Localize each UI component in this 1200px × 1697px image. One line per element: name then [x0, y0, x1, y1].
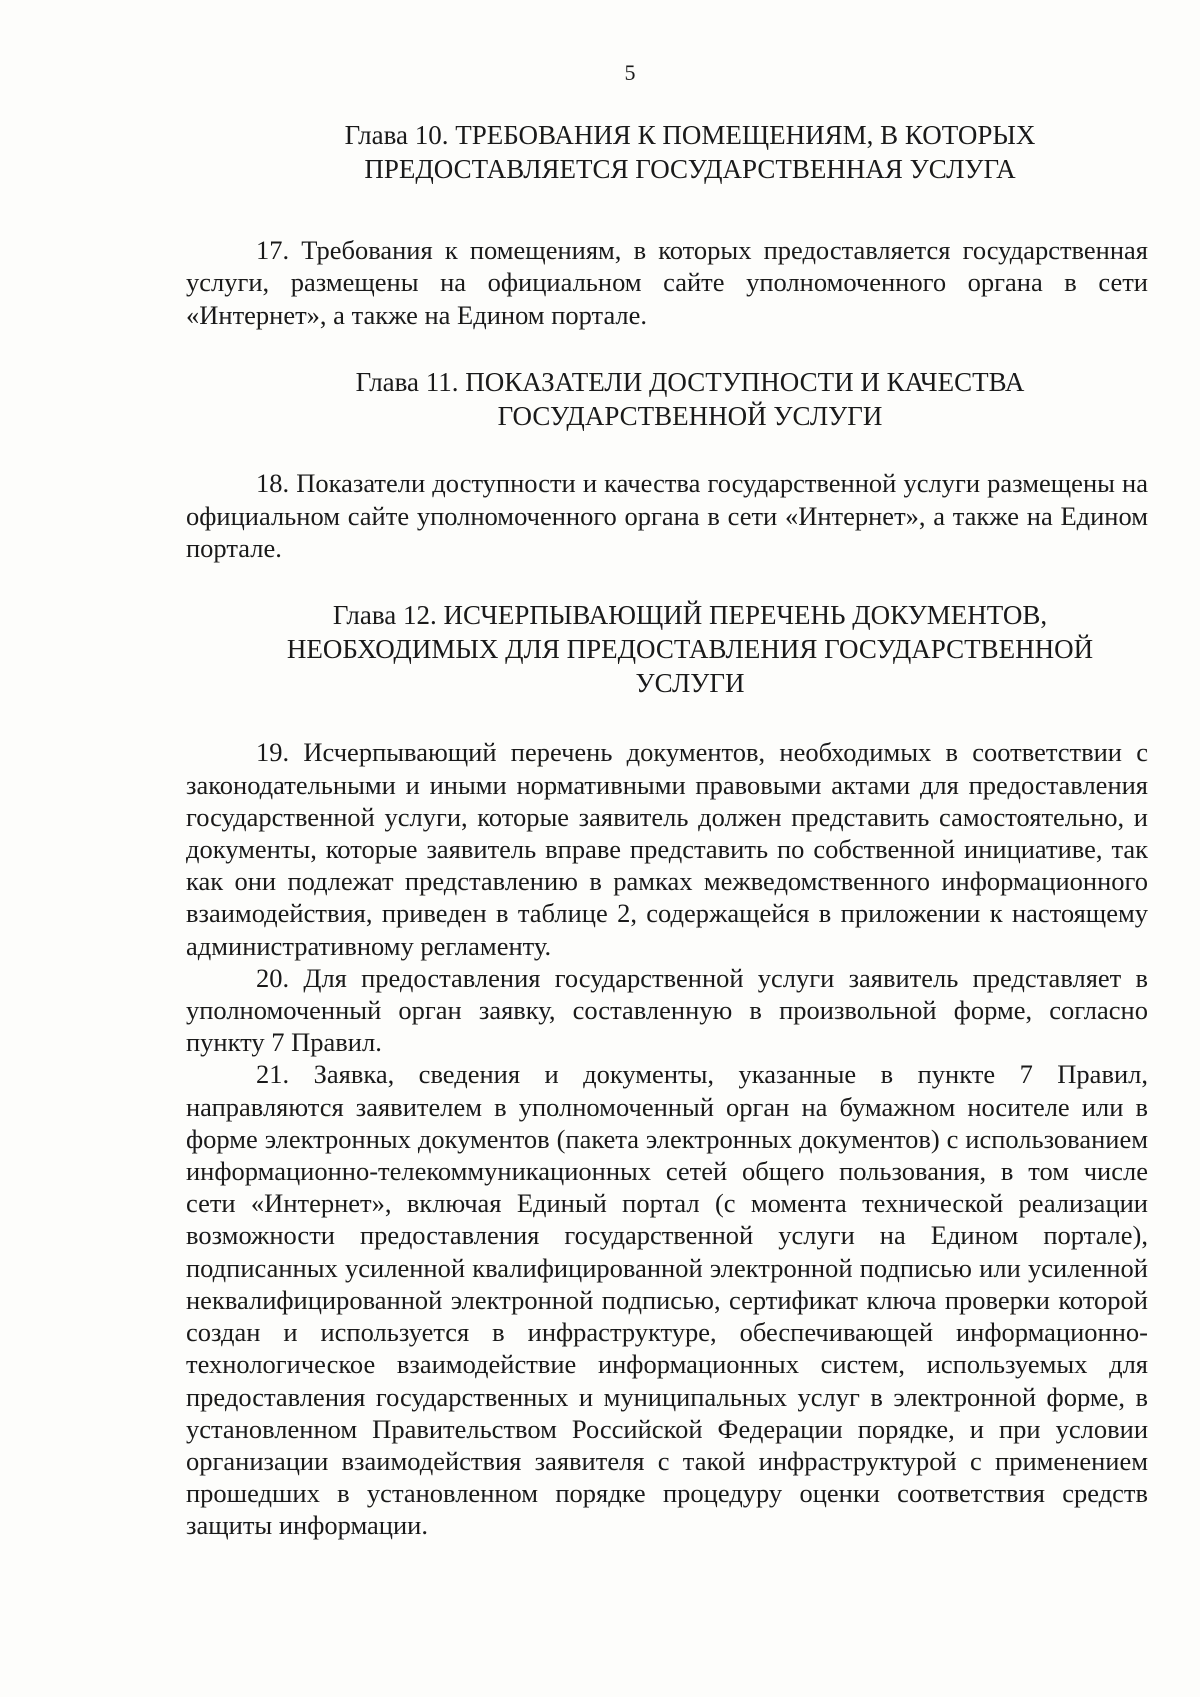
paragraph-19: 19. Исчерпывающий перечень документов, необходимых в соответствии с законодательными и иными нормативными правовыми актами для предоставления государственной услуги, которые заявитель должен представить самостоятельно, и документы, которые заявитель вправе представить по собственной инициативе, так как они подлежат представлению в рамках межведомственного информационного взаимодействия, приведен в таблице 2, содержащейся в приложении к настоящему административному регламенту.: [186, 737, 1148, 961]
page-number: 5: [624, 60, 636, 85]
paragraph-20: 20. Для предоставления государственной услуги заявитель представляет в уполномоченный орган заявку, составленную в произвольной форме, согласно пункту 7 Правил.: [186, 962, 1148, 1058]
chapter-10-heading-line-1: Глава 10. ТРЕБОВАНИЯ К ПОМЕЩЕНИЯМ, В КОТОРЫХ: [344, 120, 1036, 150]
chapter-11-heading-line-1: Глава 11. ПОКАЗАТЕЛИ ДОСТУПНОСТИ И КАЧЕСТВА: [355, 367, 1025, 398]
chapter-10-heading: [186, 118, 1148, 186]
chapter-10-heading-line-2: ПРЕДОСТАВЛЯЕТСЯ ГОСУДАРСТВЕННАЯ УСЛУГА: [364, 154, 1016, 184]
chapter-12-heading: [186, 598, 1148, 700]
paragraph-17: 17. Требования к помещениям, в которых предоставляется государственная услуги, размещены на официальном сайте уполномоченного органа в сети «Интернет», а также на Едином портале.: [186, 235, 1148, 330]
paragraph-18: 18. Показатели доступности и качества государственной услуги размещены на официальном сайте уполномоченного органа в сети «Интернет», а также на Едином портале.: [186, 468, 1148, 564]
chapter-12-heading-line-1: Глава 12. ИСЧЕРПЫВАЮЩИЙ ПЕРЕЧЕНЬ ДОКУМЕНТОВ,: [332, 600, 1048, 631]
document-body: [186, 118, 1148, 1542]
chapter-11-heading-line-2: ГОСУДАРСТВЕННОЙ УСЛУГИ: [497, 401, 883, 432]
chapter-12-heading-line-3: УСЛУГИ: [635, 668, 745, 699]
chapter-12-heading-line-2: НЕОБХОДИМЫХ ДЛЯ ПРЕДОСТАВЛЕНИЯ ГОСУДАРСТВЕННОЙ: [286, 634, 1094, 665]
paragraph-21: 21. Заявка, сведения и документы, указанные в пункте 7 Правил, направляются заявителем в уполномоченный орган на бумажном носителе или в форме электронных документов (пакета электронных документов) с использованием информационно-телекоммуникационных сетей общего пользования, в том числе сети «Интернет», включая Единый портал (с момента технической реализации возможности предоставления государственной услуги на Едином портале), подписанных усиленной квалифицированной электронной подписью или усиленной неквалифицированной электронной подписью, сертификат ключа проверки которой создан и используется в инфраструктуре, обеспечивающей информационно-технологическое взаимодействие информационных систем, используемых для предоставления государственных и муниципальных услуг в электронной форме, в установленном Правительством Российской Федерации порядке, и при условии организации взаимодействия заявителя с такой инфраструктурой с применением прошедших в установленном порядке процедуру оценки соответствия средств защиты информации.: [186, 1059, 1148, 1541]
chapter-11-heading: [186, 365, 1148, 433]
